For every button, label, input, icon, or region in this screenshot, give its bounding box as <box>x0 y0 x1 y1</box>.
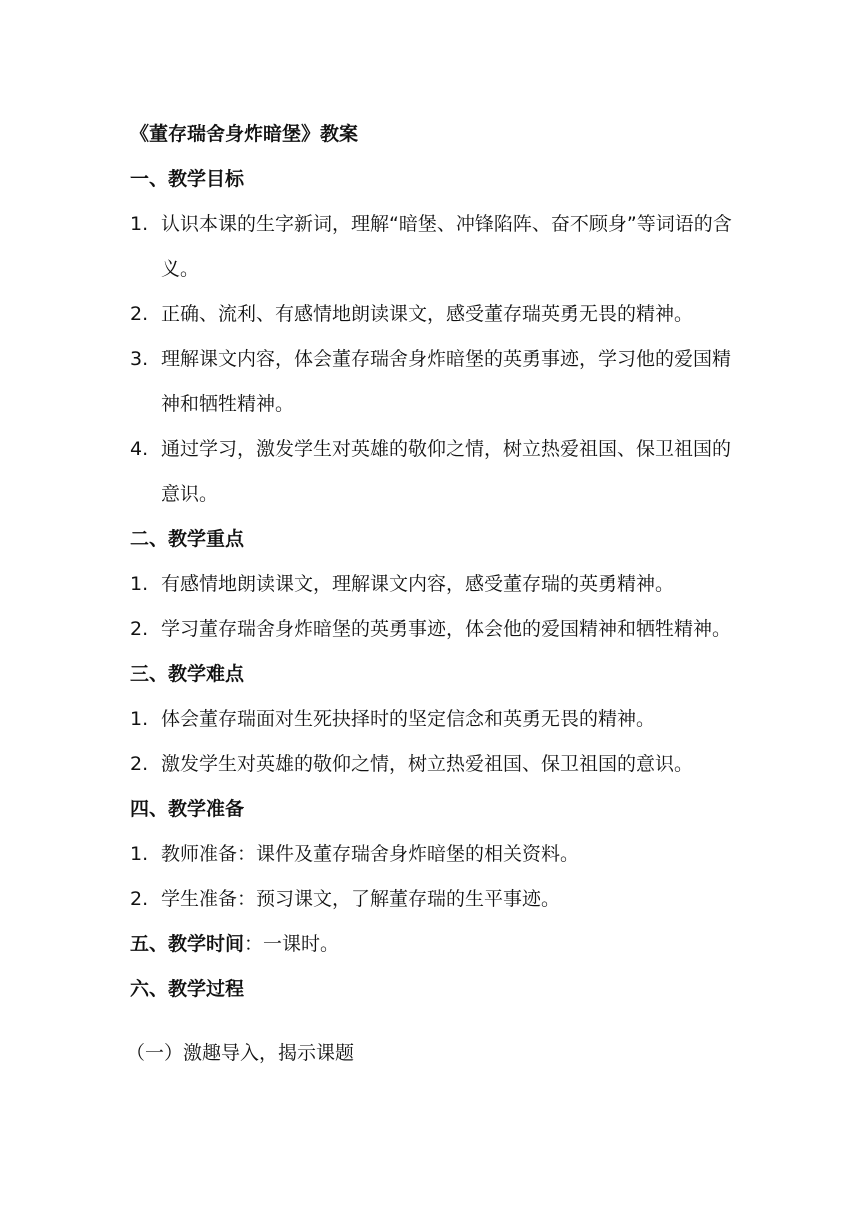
list-item-number: 1. <box>130 843 149 865</box>
list-item-text: 通过学习，激发学生对英雄的敬仰之情，树立热爱祖国、保卫祖国的意识。 <box>161 438 732 505</box>
list-item-text: 学习董存瑞舍身炸暗堡的英勇事迹，体会他的爱国精神和牺牲精神。 <box>161 618 732 640</box>
section-heading-label: 六、教学过程 <box>130 978 245 1000</box>
list-item-number: 2. <box>130 753 149 775</box>
section-heading <box>130 787 742 832</box>
list-item-text: 认识本课的生字新词，理解“暗堡、冲锋陷阵、奋不顾身”等词语的含义。 <box>161 213 732 280</box>
process-subheading: （一）激趣导入，揭示课题 <box>126 1042 355 1064</box>
section-teaching-preparation <box>130 787 742 922</box>
list-item-text: 有感情地朗读课文，理解课文内容，感受董存瑞的英勇精神。 <box>161 573 675 595</box>
section-heading-label: 二、教学重点 <box>130 528 245 550</box>
list-item-text: 学生准备：预习课文，了解董存瑞的生平事迹。 <box>161 888 561 910</box>
section-heading <box>130 157 742 202</box>
list-item-number: 1. <box>130 573 149 595</box>
list-item <box>130 427 742 517</box>
section-teaching-time <box>130 922 742 967</box>
list-item-number: 2. <box>130 618 149 640</box>
section-teaching-objectives <box>130 157 742 517</box>
list-item-text: 正确、流利、有感情地朗读课文，感受董存瑞英勇无畏的精神。 <box>161 303 694 325</box>
list-item <box>130 562 742 607</box>
list-item-number: 1. <box>130 213 149 235</box>
list-item-number: 2. <box>130 303 149 325</box>
section-heading <box>130 517 742 562</box>
list-item-text: 体会董存瑞面对生死抉择时的坚定信念和英勇无畏的精神。 <box>161 708 656 730</box>
list-item-text: 理解课文内容，体会董存瑞舍身炸暗堡的英勇事迹，学习他的爱国精神和牺牲精神。 <box>161 348 732 415</box>
section-teaching-focus <box>130 517 742 652</box>
list-item <box>130 832 742 877</box>
document-title: 《董存瑞舍身炸暗堡》教案 <box>130 123 359 145</box>
section-heading-label: 五、教学时间 <box>130 933 245 955</box>
section-heading-label: 三、教学难点 <box>130 663 245 685</box>
list-item-text: 教师准备：课件及董存瑞舍身炸暗堡的相关资料。 <box>161 843 580 865</box>
list-item-number: 2. <box>130 888 149 910</box>
section-heading <box>130 652 742 697</box>
list-item <box>130 337 742 427</box>
list-item-number: 4. <box>130 438 149 460</box>
list-item <box>130 697 742 742</box>
list-item <box>130 877 742 922</box>
list-item-number: 3. <box>130 348 149 370</box>
list-item <box>130 742 742 787</box>
teaching-time-value: ：一课时。 <box>244 933 340 955</box>
document-page <box>126 112 742 1095</box>
section-heading-label: 一、教学目标 <box>130 168 245 190</box>
list-item-number: 1. <box>130 708 149 730</box>
section-heading-label: 四、教学准备 <box>130 798 245 820</box>
section-teaching-process <box>130 967 742 1012</box>
list-item <box>130 607 742 652</box>
list-item <box>130 202 742 292</box>
list-item <box>130 292 742 337</box>
list-item-text: 激发学生对英雄的敬仰之情，树立热爱祖国、保卫祖国的意识。 <box>161 753 694 775</box>
section-teaching-difficulties <box>130 652 742 787</box>
